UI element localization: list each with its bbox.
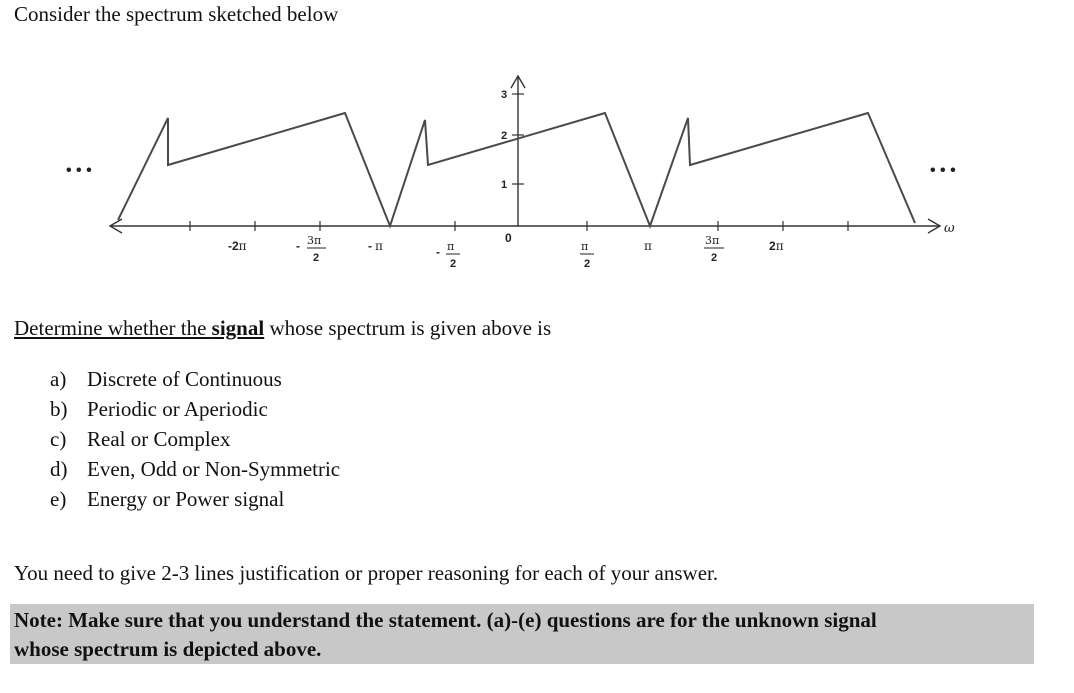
svg-text:π: π <box>447 240 455 253</box>
justification-instruction: You need to give 2-3 lines justification or proper reasoning for each of your answer. <box>14 561 719 585</box>
x-label-minus-3pi-over-2 <box>296 234 326 264</box>
question-item-c: c) Real or Complex <box>50 427 231 451</box>
question-prompt <box>14 316 551 341</box>
svg-text:-: - <box>436 245 440 259</box>
question-item-b: b) Periodic or Aperiodic <box>50 397 268 421</box>
x-label-pi: π <box>644 239 652 253</box>
question-item-e: e) Energy or Power signal <box>50 487 285 511</box>
svg-text:3π: 3π <box>705 234 720 247</box>
y-tick-label-3: 3 <box>501 89 508 101</box>
question-item-d: d) Even, Odd or Non-Symmetric <box>50 457 341 481</box>
ellipsis-left: • • • <box>66 162 92 179</box>
svg-text:2: 2 <box>584 258 591 270</box>
prompt-bold-signal: signal <box>211 316 265 340</box>
x-label-minus-pi: - π <box>368 239 383 253</box>
intro-text: Consider the spectrum sketched below <box>14 2 339 26</box>
note-line-2: whose spectrum is depicted above. <box>14 637 322 661</box>
svg-text:π: π <box>581 240 589 253</box>
svg-text:3π: 3π <box>307 234 322 247</box>
question-list <box>50 364 340 514</box>
svg-text:2: 2 <box>450 258 457 270</box>
svg-text:-: - <box>296 239 300 253</box>
x-label-minus-pi-over-2 <box>436 240 460 270</box>
prompt-after: whose spectrum is given above is <box>264 316 552 340</box>
y-tick-label-2: 2 <box>501 130 508 142</box>
x-label-minus-2pi: -2π <box>228 239 247 253</box>
x-label-3pi-over-2 <box>704 234 724 264</box>
question-item-a: a) Discrete of Continuous <box>50 367 282 391</box>
x-label-zero: 0 <box>505 231 512 245</box>
x-label-pi-over-2 <box>580 240 594 270</box>
ellipsis-right: • • • <box>930 162 956 179</box>
prompt-before: Determine whether the <box>14 316 212 340</box>
omega-label: ω <box>944 221 955 236</box>
spectrum-figure <box>0 60 1074 285</box>
note-line-1: Note: Make sure that you understand the statement. (a)-(e) questions are for the unknown signal <box>14 608 877 632</box>
svg-text:2: 2 <box>313 252 320 264</box>
x-label-2pi: 2π <box>769 239 784 253</box>
note-box <box>10 604 1034 664</box>
spectrum-curve <box>118 113 915 226</box>
svg-text:2: 2 <box>711 252 718 264</box>
spectrum-sketch <box>0 60 1074 280</box>
y-tick-label-1: 1 <box>501 179 508 191</box>
